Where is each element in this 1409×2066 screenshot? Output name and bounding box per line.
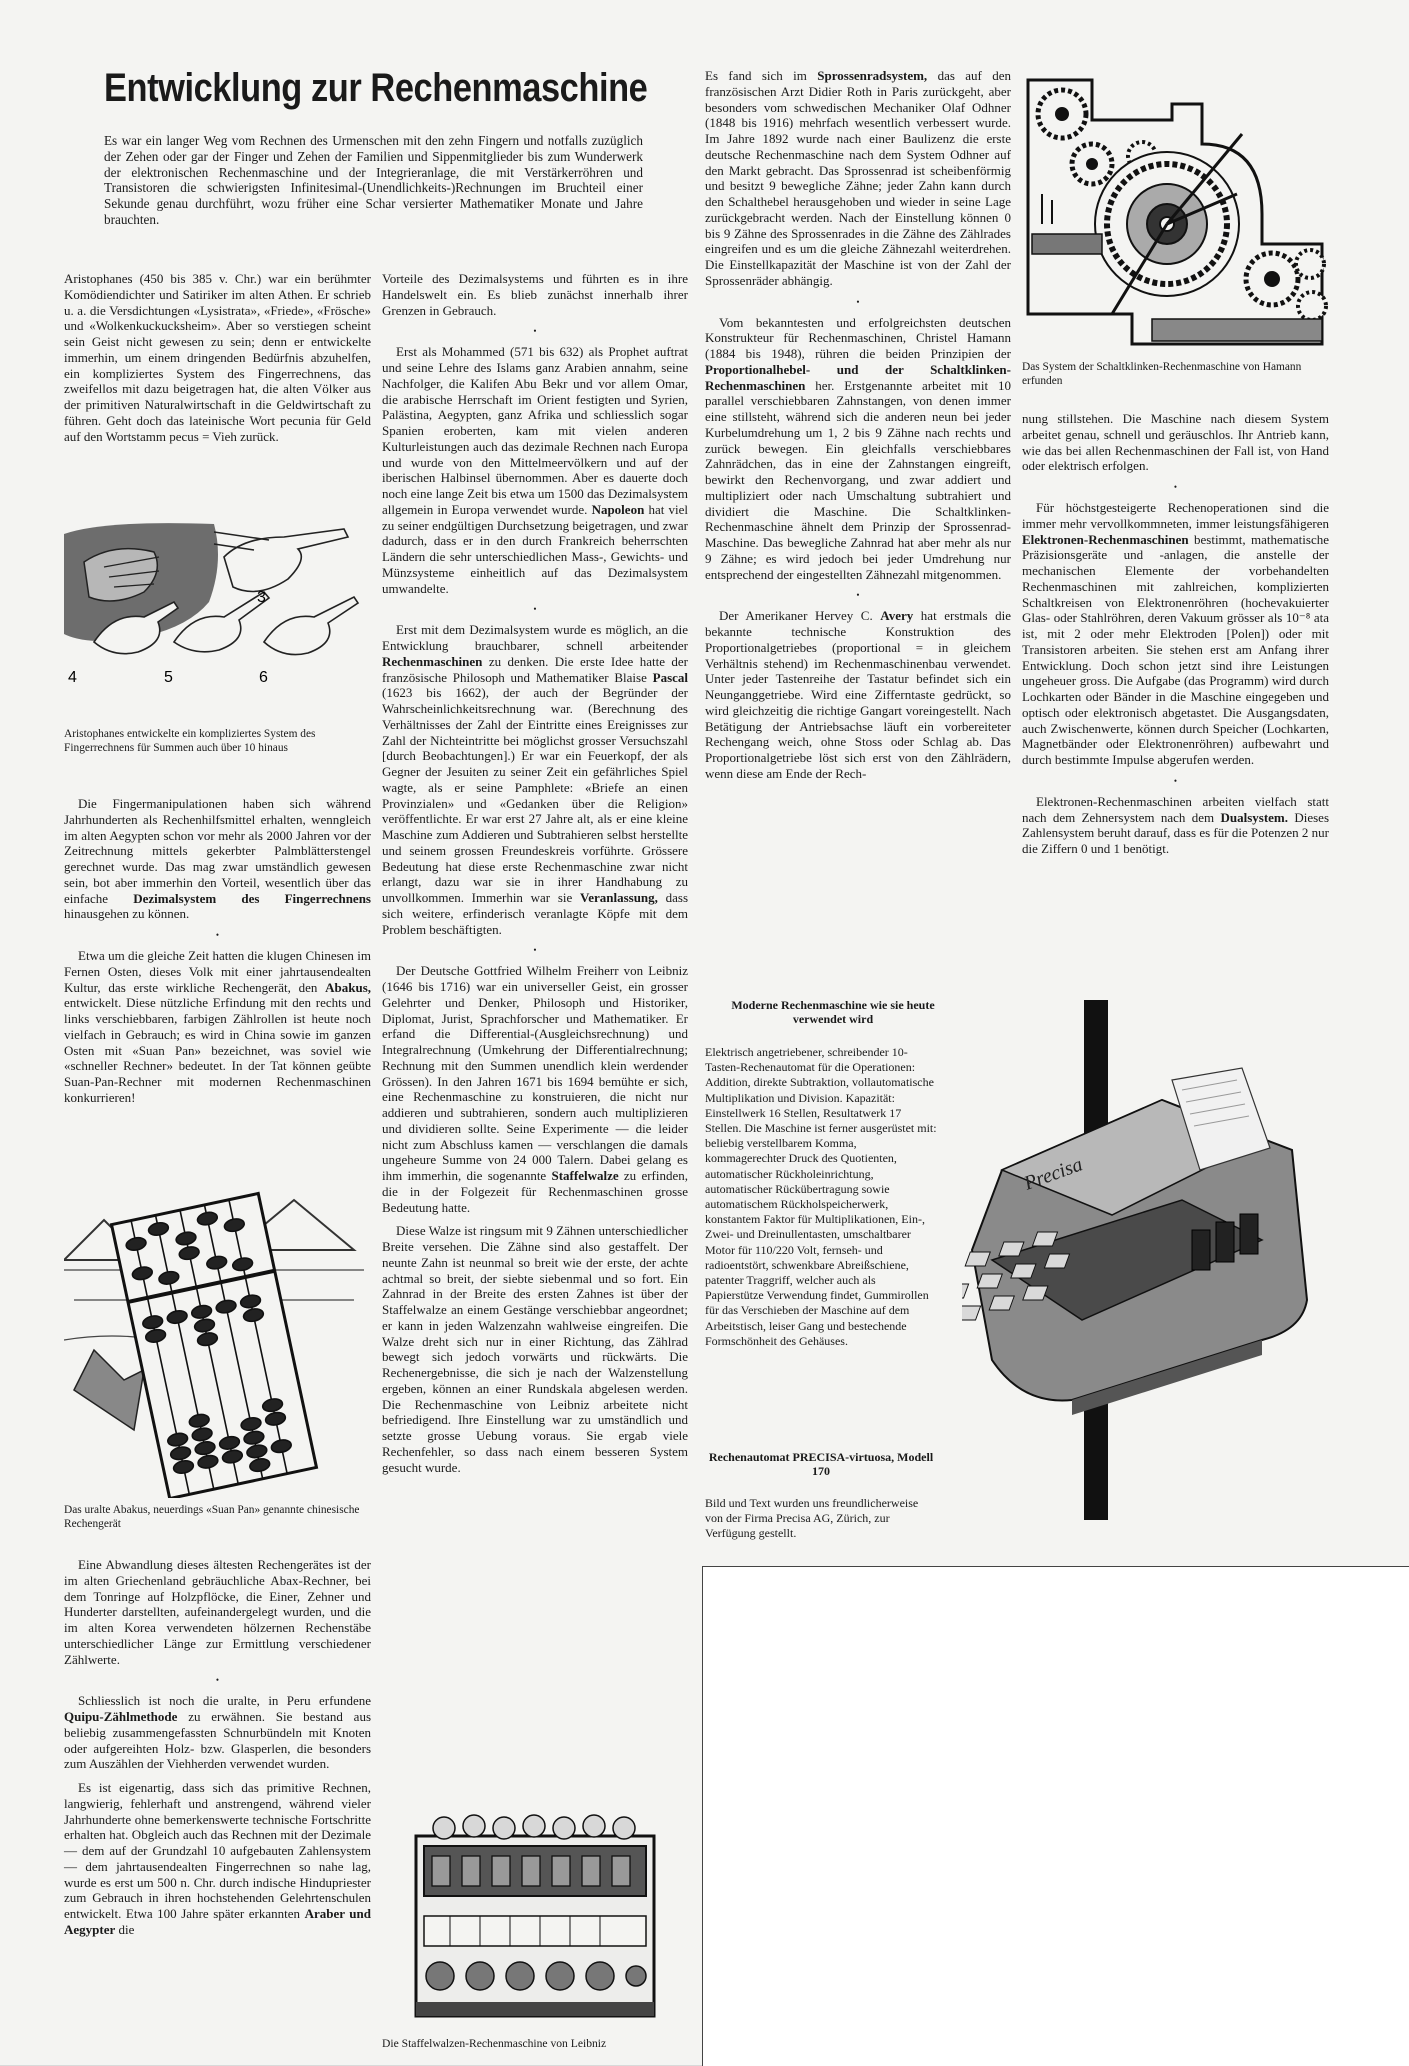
column-2	[382, 271, 688, 1483]
paragraph-vorteile: Vorteile des Dezimalsystems und führten es in ihre Handelswelt ein. Es blieb zunächst innerhalb ihrer Grenzen in Gebrauch.	[382, 271, 688, 318]
empty-area	[702, 1566, 1409, 2066]
separator-bullet: •	[1173, 482, 1178, 492]
column-3-top	[705, 68, 1011, 790]
paragraph-walze: Diese Walze ist ringsum mit 9 Zähnen unterschiedlicher Breite versehen. Die Zähne sind also gestaffelt. Der neunte Zahn ist neunmal so breit wie der erste, der achte achtmal so breit, der siebte siebenmal und so fort. Ein Zahnrad in der Breite des ersten Zahnes ist über der Staffelwalze an einem Gestänge verschiebbar angeordnet; er kann in jeden Walzenzahn wahlweise eingreifen. Die Walze dreht sich nur in einer Richtung, das Zählrad bewegt sich jedoch vorwärts und rückwärts. Die Rechenergebnisse, die sich je nach der Walzenstellung ergeben, können an einer Rundskala abgelesen werden. Die Rechenmaschine von Leibniz arbeitete nicht befriedigend. Ihre Einstellung war zu umständlich und setzte grosse Uebung voraus. Sie ergab viele Rechenfehler, so dass nach einem besseren System gesucht wurde.	[382, 1223, 688, 1475]
finger-number-3: 3	[257, 589, 266, 606]
finger-number-4: 4	[68, 669, 77, 686]
column-4	[1022, 411, 1329, 865]
hamann-caption: Das System der Schaltklinken-Rechenmaschine von Hamann erfunden	[1022, 361, 1302, 387]
finger-number-6: 6	[259, 669, 268, 686]
separator-bullet: •	[1173, 775, 1178, 786]
paragraph-elektronen: Für höchstgesteigerte Rechenoperationen sind die immer mehr vervollkommneten, immer leistungsfähigeren Elektronen-Rechenmaschinen bestimmt, mathematische Präzisionsgeräte und -anlagen, die anstelle der mechanischen Elemente der vorbehandelten Rechenmaschinen mit zahlreichen, komplizierten Schaltkreisen von Elektronenröhren (hochevakuierter Glas- oder Stahlröhren, deren Vakuum grösser als 10⁻⁸ ata ist, mit 2 oder mehr Elektroden [Polen]) oder mit Transistoren arbeiten. Sie stehen erst am Anfang ihrer Entwicklung. Doch schon jetzt sind ihre Leistungen ungeheuer gross. Die Aufgabe (das Programm) wird durch Lochkarten oder Bänder in die Maschine eingegeben und optisch oder elektronisch abgetastet. Die Ausgangsdaten, auch Zwischenwerte, können durch Speicher (Lochkarten, Magnetbänder oder Elektronenröhren) aufbewahrt und durch bestimmte Impulse abgerufen werden.	[1022, 500, 1329, 767]
abacus-illustration	[64, 1190, 364, 1498]
credit-note: Bild und Text wurden uns freundlicherweise von der Firma Precisa AG, Zürich, zur Verfügung gestellt.	[705, 1496, 919, 1540]
column-1-middle	[64, 796, 371, 1114]
leibniz-caption: Die Staffelwalzen-Rechenmaschine von Leibniz	[382, 2037, 607, 2050]
paragraph-dezimale: Es ist eigenartig, dass sich das primitive Rechnen, langwierig, fehlerhaft und anstrengend, während vieler Jahrhunderte ohne bemerkenswerte technische Fortschritte erhalten hat. Obgleich auch das Rechnen mit der Dezimale — dem auf der Grundzahl 10 aufgebauten Zahlensystem — dem jahrtausendealten Fingerrechnen so nahe lag, wurde es erst um 500 n. Chr. durch indische Hindupriester zum Gebrauch in ihren hochstehenden Gelehrtenschulen entwickelt. Etwa 100 Jahre später erkannten Araber und Aegypter die	[64, 1780, 372, 1937]
paragraph-dualsystem: Elektronen-Rechenmaschinen arbeiten vielfach statt nach dem Zehnersystem nach dem Dualsystem. Dieses Zahlensystem beruht darauf, dass es für die Potenzen 2 nur die Ziffern 0 und 1 benötigt.	[1022, 793, 1330, 856]
precisa-caption: Rechenautomat PRECISA-virtuosa, Modell 170	[708, 1450, 934, 1478]
paragraph-abakus: Etwa um die gleiche Zeit hatten die klugen Chinesen im Fernen Osten, dieses Volk mit einer jahrtausendealten Kultur, das erste wirkliche Rechengerät, den Abakus, entwickelt. Diese nützliche Erfindung mit den rechts und links verschiebbaren, farbigen Zählrollen ist heute noch vielfach in Gebrauch; es wird in China sowie im ganzen Osten mit «Suan Pan» bezeichnet, was soviel wie «schneller Rechner» bedeutet. In der Tat können geübte Suan-Pan-Rechner mit modernen Rechenmaschinen konkurrieren!	[64, 948, 371, 1105]
paragraph-leibniz: Der Deutsche Gottfried Wilhelm Freiherr von Leibniz (1646 bis 1716) war ein universeller Geist, ein grosser Gelehrter und Denker, Philosoph und Historiker, Diplomat, Jurist, Sprachforscher und Mathematiker. Er erfand die Differential-(Ausgleichsrechnung) und Integralrechnung (Umkehrung der Differentialrechnung; Rechnung mit den Summen unendlich klein werdender Grössen). In den Jahren 1671 bis 1694 bemühte er sich, eine Rechenmaschine zu konstruieren, die nicht nur addieren und subtrahieren, sondern auch multiplizieren und dividieren sollte. Seine Experimente — die leider nicht zum Abschluss kamen — verschlangen die damals ungeheure Summe von 24 000 Talern. Dabei gelang es ihm immerhin, die sogenannte Staffelwalze zu erfinden, die in der Folgezeit für Rechenmaschinen grosse Bedeutung hatte.	[382, 963, 689, 1215]
paragraph-stillstehen: nung stillstehen. Die Maschine nach diesem System arbeitet genau, schnell und geräuschlos. Ihr Antrieb kann, wie das bei allen Rechenmaschinen der Fall ist, von Hand oder elektrisch erfolgen.	[1022, 411, 1329, 474]
paragraph-mohammed: Erst als Mohammed (571 bis 632) als Prophet auftrat und seine Lehre des Islams ganz Arabien annahm, seine Nachfolger, die Kalifen Abu Bekr und vor allem Omar, die arabische Herrschaft im Orient festigten und Syrien, Palästina, Aegypten, ganz Afrika und schliesslich sogar Spanien eroberten, kam mit vielen anderen Kulturleistungen auch das dezimale Rechnen nach Europa und wurde von den Mittelmeervölkern und auf der iberischen Halbinsel übernommen. Aber es dauerte doch noch eine lange Zeit bis etwa um 1500 das Dezimalsystem allgemein in Europa verwendet wurde. Napoleon hat viel zu seiner endgültigen Durchsetzung beigetragen, und zwar dadurch, dass er in den durch Frankreich beherrschten Ländern die sehr unterschiedlichen Mass-, Gewichts- und Münzsysteme einheitlich auf das Dezimalsystem umwandelte.	[382, 344, 688, 596]
finger-counting-illustration	[64, 522, 364, 694]
precisa-machine-photo	[962, 1000, 1328, 1520]
paragraph-avery: Der Amerikaner Hervey C. Avery hat erstmals die bekannte technische Konstruktion des Proportionalgetriebes (proportional = in gleichem Verhältnis stehend) im Rechenmaschinenbau verwendet. Unter jeder Tastenreihe der Tastatur befindet sich ein Neunganggetriebe. Wird eine Zifferntaste gedrückt, so wird gleichzeitig die richtige Gangart voreingestellt. Nach Betätigung der Antriebsachse läuft ein vorbereiteter Rechengang weich, ohne Stoss oder Schlag ab. Das Proportionalgetriebe löst sich erst von den Zählrädern, wenn diese am Ende der Rech-	[705, 608, 1011, 781]
finger-number-5: 5	[164, 669, 173, 686]
intro-paragraph: Es war ein langer Weg vom Rechnen des Urmenschen mit den zehn Fingern und notfalls zuzüglich der Zehen oder gar der Finger und Zehen der Familien und Sippenmitglieder bis zum Wunderwerk der elektronischen Rechenmaschine und der Integrieranlage, die mit Verstärkerröhren und Transistoren die schwierigsten Infinitesimal-(Unendlichkeits-)Rechnungen im Bruchteil einer Sekunde genau durchführt, wozu früher eine Schar versierter Mathematiker Monate und Jahre brauchten.	[104, 133, 643, 227]
paragraph-aristophanes: Aristophanes (450 bis 385 v. Chr.) war ein berühmter Komödiendichter und Satiriker im alten Athen. Er schrieb u. a. die Versdichtungen «Lysistrata», «Friede», «Frösche» und «Wolkenkuckucksheim». Aber so verstiegen scheint sein Geist nicht gewesen zu sein; denn er entwickelte immerhin, um einem dringenden Bedürfnis abzuhelfen, ein kompliziertes System des Fingerrechnens, das zweifellos mit dazu beigetragen hat, die alten Völker aus der primitiven Naturalwirtschaft in die Geldwirtschaft zu führen. Geht doch das lateinische Wort pecunia für Geld auf den Wortstamm pecus = Vieh zurück.	[64, 271, 371, 444]
separator-bullet: •	[215, 930, 220, 940]
separator-bullet: •	[533, 326, 537, 337]
paragraph-fingermanipulation: Die Fingermanipulationen haben sich während Jahrhunderten als Rechenhilfsmittel erhalten, wenngleich im alten Aegypten schon vor mehr als 2000 Jahren vor der Zeitrechnung mittels gekerbter Palmblätterstengel gerechnet wurde. Das mag zwar umständlich gewesen sein, bot aber immerhin den Vorteil, wesentlich über das einfache Dezimalsystem des Fingerrechnens hinausgehen zu können.	[64, 796, 371, 922]
separator-bullet: •	[533, 604, 537, 615]
paragraph-abax: Eine Abwandlung dieses ältesten Rechengerätes ist der im alten Griechenland gebräuchliche Abax-Rechner, bei dem Tonringe auf Holzpflöcke, die Einer, Zehner und Hunderter darstellten, aufeinandergelegt wurden, und die im alten Korea verwendeten hölzernen Rechenstäbe unterschiedlicher Länge zur Ermittlung verschiedener Zählwerte.	[64, 1557, 371, 1667]
abacus-caption: Das uralte Abakus, neuerdings «Suan Pan» genannte chinesische Rechengerät	[64, 1504, 360, 1530]
paragraph-sprossenrad: Es fand sich im Sprossenradsystem, das auf den französischen Arzt Didier Roth in Paris zurückgeht, aber besonders vom schwedischen Mechaniker Olaf Odhner (1848 bis 1916) mehrfach wesentlich verbessert wurde. Im Jahre 1892 wurde nach einer Baulizenz die erste deutsche Rechenmaschine nach dem System Odhner auf den Markt gebracht. Das Sprossenrad ist scheibenförmig und besitzt 9 bewegliche Zähne; jeder Zahn kann durch den Schalthebel herausgehoben und wieder in seine Lage zurückgebracht werden. Nach der Einstellung können 0 bis 9 Zähne des Sprossenrades in die Zähne des Zählrades eingreifen und es um die gleiche Zähnezahl weiterdrehen. Die Einstellkapazität der Maschine ist von der Zahl der Sprossenräder abhängig.	[705, 68, 1012, 288]
paragraph-hamann: Vom bekanntesten und erfolgreichsten deutschen Konstrukteur für Rechenmaschinen, Christel Hamann (1884 bis 1948), rühren die beiden Prinzipien der Proportionalhebel- und der Schaltklinken-Rechenmaschinen her. Erstgenannte arbeitet mit 10 parallel verschiebbaren Zahnstangen, von denen immer eine stillsteht, während sich die anderen neun bei jeder Kurbelumdrehung um 1, 2 bis 9 Zähne nach rechts und zurück bewegen. Ein gleichfalls verschiebbares Zahnrädchen, das in eine der Zahnstangen eingreift, bewirkt den Rechenvorgang, und zwar addiert und multipliziert oder nach Umschaltung subtrahiert und dividiert die Maschine. Die Schaltklinken-Rechenmaschine ähnelt dem Prinzip der Sprossenrad-Maschine. Das bewegliche Zahnrad hat aber mehr als nur 9 Zähne; es wird jedoch bei jeder Umdrehung nur entsprechend der eingestellten Zähnezahl mitgenommen.	[705, 314, 1011, 582]
separator-bullet: •	[215, 1675, 220, 1686]
separator-bullet: •	[856, 296, 860, 307]
paragraph-pascal: Erst mit dem Dezimalsystem wurde es möglich, an die Entwicklung brauchbarer, schnell arbeitender Rechenmaschinen zu denken. Die erste Idee hatte der französische Philosoph und Mathematiker Blaise Pascal (1623 bis 1662), der auch der Begründer der Wahrscheinlichkeitsrechnung war. (Berechnung des Verhältnisses der Zahl der Eintritte eines Ereignisses zur Zahl der Nichteintritte bei möglichst grosser Versuchszahl [durch Beobachtungen].) Er war ein Feuerkopf, der als Gegner der Jesuiten zu seiner Zeit ein gefährliches Spiel wagte, als er seine Pamphlete: «Briefe an einen Provinzialen» und «Gedanken über die Religion» veröffentlichte. Er war erst 27 Jahre alt, als er eine kleine Maschine zum Addieren und Subtrahieren selbst herstellte und seinem grossen Freundeskreis vorführte. Grössere Bedeutung hat diese erste Rechenmaschine zwar nicht erlangt, dazu war sie in ihrer Handhabung zu unvollkommen. Immerhin war sie Veranlassung, dass sich weitere, erfinderisch veranlagte Köpfe mit dem Problem beschäftigten.	[382, 622, 689, 937]
page-title: Entwicklung zur Rechenmaschine	[104, 66, 648, 110]
column-1-top	[64, 271, 371, 452]
finger-caption: Aristophanes entwickelte ein kompliziertes System des Fingerrechnens für Summen auch über 10 hinaus	[64, 728, 316, 754]
brand-logo: Precisa	[1021, 1153, 1086, 1195]
paragraph-quipu: Schliesslich ist noch die uralte, in Peru erfundene Quipu-Zählmethode zu erwähnen. Sie bestand aus beliebig zusammengefassten Schnurbündeln mit Knoten oder aufgereihten Holz- bzw. Glasperlen, die besonders zum Auszählen der Viehherden verwendet wurden.	[64, 1693, 372, 1772]
separator-bullet: •	[533, 945, 537, 956]
modern-machine-description: Elektrisch angetriebener, schreibender 10-Tasten-Rechenautomat für die Operationen: Addition, direkte Subtraktion, vollautomatische Multiplikation und Division. Kapazität: Einstellwerk 16 Stellen, Resultatwerk 17 Stellen. Die Maschine ist ferner ausgerüstet mit: beliebig verstellbarem Komma, kommagerechter Druck des Quotienten, automatischer Rückholeinrichtung, automatischer Rückübertragung sowie automatischem Rückholspeicherwerk, konstantem Faktor für Multiplikationen, Ein-, Zwei- und Dreinullentasten, umschaltbarer Motor für 110/220 Volt, fernseh- und radioentstört, schwenkbare Abreißschiene, patenter Traggriff, welcher auch als Papierstütze Verwendung findet, Gummirollen für das Verschieben der Maschine auf dem Arbeitstisch, leiser Gang und bestechende Formschönheit des Gehäuses.	[705, 1045, 937, 1348]
hamann-gear-illustration	[1022, 74, 1334, 350]
column-1-bottom	[64, 1557, 371, 1946]
modern-machine-heading: Moderne Rechenmaschine wie sie heute verwendet wird	[731, 998, 935, 1026]
separator-bullet: •	[856, 590, 860, 601]
leibniz-machine-illustration	[410, 1806, 660, 2031]
